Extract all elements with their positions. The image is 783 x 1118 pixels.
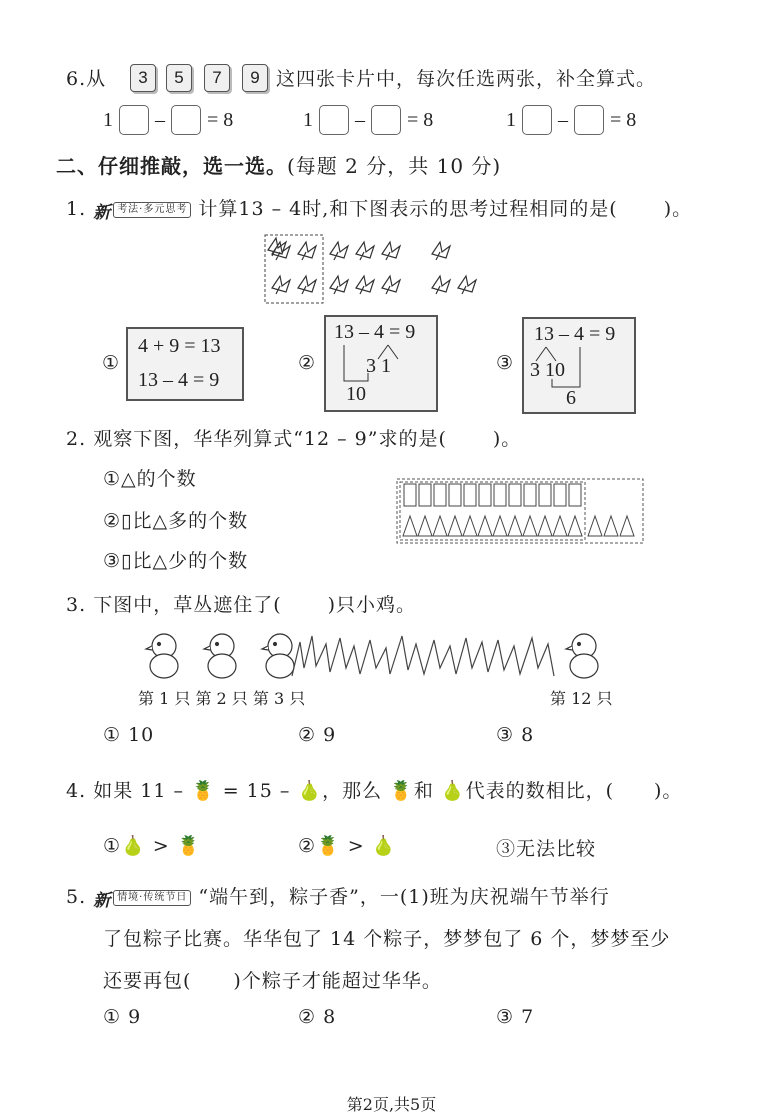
q2-stem: 2. 观察下图，华华列算式“12 – 9”求的是( )。 [66, 428, 522, 450]
chicks-grass-figure [140, 628, 620, 682]
q2-option-2[interactable]: ②▯比△多的个数 [103, 510, 249, 532]
q2-option-1[interactable]: ①△的个数 [103, 468, 197, 490]
q1-option-2[interactable]: 13 – 4 = 9 3 1 10 [324, 315, 438, 412]
answer-box[interactable] [171, 105, 201, 135]
q1-stem: 1. 新 考法·多元思考 计算13 – 4时,和下图表示的思考过程相同的是( )。 [66, 198, 693, 223]
card-7: 7 [204, 64, 230, 92]
card-9: 9 [242, 64, 268, 92]
pineapple-icon: 🍍 [176, 835, 202, 857]
equation-3: 1 – = 8 [506, 105, 636, 135]
equation-2: 1 – = 8 [303, 105, 433, 135]
answer-box[interactable] [119, 105, 149, 135]
answer-box[interactable] [522, 105, 552, 135]
section-title: 二、仔细推敲，选一选。(每题 2 分，共 10 分) [56, 154, 502, 178]
q3-option-3[interactable]: ③ 8 [496, 724, 535, 746]
pineapple-icon: 🍍 [389, 780, 414, 802]
pineapple-icon: 🍍 [316, 835, 341, 857]
answer-box[interactable] [319, 105, 349, 135]
q3-stem: 3. 下图中，草丛遮住了( )只小鸡。 [66, 594, 417, 616]
card-3: 3 [130, 64, 156, 92]
chick-labels: 第 1 只 第 2 只 第 3 只 [138, 689, 306, 708]
q4-stem: 4. 如果 11 – 🍍 = 15 – 🍐，那么 🍍和 🍐代表的数相比，( )。 [66, 780, 683, 802]
paper-cranes-figure [262, 232, 492, 304]
q4-option-1[interactable]: ①🍐 > 🍍 [103, 835, 202, 857]
q5-option-2[interactable]: ② 8 [298, 1006, 337, 1028]
card-5: 5 [166, 64, 192, 92]
pear-icon: 🍐 [440, 780, 466, 802]
pineapple-icon: 🍍 [191, 780, 216, 802]
q1-option-2-mark[interactable]: ② [298, 352, 316, 374]
q3-option-2[interactable]: ② 9 [298, 724, 337, 746]
q1-option-3[interactable]: 13 – 4 = 9 3 10 6 [522, 317, 636, 414]
q5-option-1[interactable]: ① 9 [103, 1006, 142, 1028]
chick-label-12: 第 12 只 [550, 689, 613, 708]
q1-option-1[interactable]: 4 + 9 = 13 13 – 4 = 9 [126, 327, 244, 401]
rectangles-triangles-figure [396, 478, 646, 546]
q6-label: 6.从 [66, 68, 107, 90]
q5-line-1: 5. 新 情境·传统节日 “端午到，粽子香”，一(1)班为庆祝端午节举行 [66, 886, 610, 911]
page-footer: 第2页,共5页 [346, 1095, 437, 1114]
q6-text: 这四张卡片中，每次任选两张，补全算式。 [276, 68, 657, 90]
q4-option-3[interactable]: ③无法比较 [496, 838, 597, 860]
pear-icon: 🍐 [297, 780, 323, 802]
answer-box[interactable] [371, 105, 401, 135]
q4-option-2[interactable]: ②🍍 > 🍐 [298, 835, 397, 857]
q5-line-2: 了包粽子比赛。华华包了 14 个粽子，梦梦包了 6 个，梦梦至少 [103, 928, 671, 950]
q1-option-1-mark[interactable]: ① [102, 352, 120, 374]
pear-icon: 🍐 [371, 835, 397, 857]
answer-box[interactable] [574, 105, 604, 135]
q1-option-3-mark[interactable]: ③ [496, 352, 514, 374]
q2-option-3[interactable]: ③▯比△少的个数 [103, 550, 249, 572]
equation-1: 1 – = 8 [103, 105, 233, 135]
q5-option-3[interactable]: ③ 7 [496, 1006, 535, 1028]
q5-line-3: 还要再包( )个粽子才能超过华华。 [103, 970, 442, 992]
pear-icon: 🍐 [121, 835, 146, 857]
q3-option-1[interactable]: ① 10 [103, 724, 155, 746]
